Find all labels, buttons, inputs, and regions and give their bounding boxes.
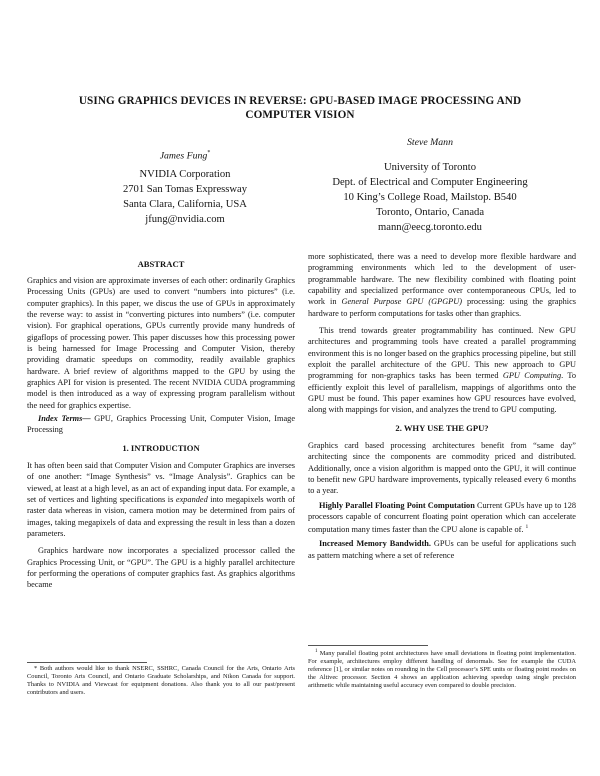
index-terms [27, 413, 295, 436]
footnote-rule-left [27, 662, 147, 663]
author-2-location: Toronto, Ontario, Canada [375, 207, 485, 218]
author-2-name: Steve Mann [407, 137, 453, 148]
author-block-2 [280, 136, 580, 235]
intro-p1-emphasis: expanded [175, 494, 208, 504]
abstract-heading: ABSTRACT [137, 259, 185, 269]
author-1-address: 2701 San Tomas Expressway [122, 184, 248, 196]
right-paragraph-2 [308, 325, 576, 416]
author-1-location: Santa Clara, California, USA [123, 199, 247, 211]
index-terms-label: Index Terms— [38, 414, 91, 424]
footnote-acknowledgement [27, 665, 295, 697]
author-2-affiliation: University of Toronto [383, 162, 477, 173]
right-p1-emphasis: General Purpose GPU (GPGPU) [341, 297, 463, 307]
why-gpu-heading: 2. WHY USE THE GPU? [395, 422, 489, 433]
footnote-1-mark: 1 [525, 524, 529, 531]
right-p1-text-a: more sophisticated, there was a need to develop more flexible hardware and programming environments which led to the development of user-programmable hardware. The new flexibility combined with floating point capability and specialized performance over contemporaneous CPUs, led to work in [308, 252, 576, 307]
intro-p1-text-a: It has often been said that Computer Vision and Computer Graphics are inverses of one another: “Image Synthesis” vs. “Image Analysis”. Graphics can be viewed, at least at a high level, as an act of expanding input data. For example, a set of vertices and lighting specifications is [27, 460, 295, 504]
parallel-fp-label: Highly Parallel Floating Point Computation [319, 500, 475, 510]
memory-bandwidth-label: Increased Memory Bandwidth. [319, 539, 431, 549]
footnote-acknowledgement-text: * Both authors would like to thank NSERC, SSHRC, Canada Council for the Arts, Ontario Arts Council, Toronto Arts Council, and Ontario Graduate Scholarships, and Nikon Canada for support. Thanks to NVIDIA and Viewcast for equipment donations. Also thank you to all our past/present contributors and users. [27, 665, 295, 696]
intro-p1-text-b: into megapixels worth of raster data whereas in vision, camera motion may be determined from pairs of images, taking megapixels of data and expressing the result in less than a dozen parameters. [27, 494, 295, 538]
introduction-heading: 1. INTRODUCTION [122, 442, 200, 453]
footnote-1-label: 1 [315, 649, 318, 654]
author-1-email: jfung@nvidia.com [145, 214, 225, 226]
right-p1-text-b: processing: using the graphics hardware to perform computations for tasks other than graphics. [308, 297, 576, 318]
right-column [308, 251, 576, 561]
author-1-affiliation: NVIDIA Corporation [139, 169, 231, 181]
intro-paragraph-1 [27, 460, 295, 539]
right-p2-text-a: This trend towards greater programmability has continued. New GPU architectures and programming tools have created a parallel programming environment this is no longer based on the graphics processing pipeline, but still exploit the parallel architecture of the GPU. This new approach to GPU programming for non-graphics tasks has been termed [308, 326, 576, 381]
parallel-fp-text: Current GPUs have up to 128 processors capable of concurrent floating point operation which can accelerate computation many times faster than the CPU alone is capable of. [308, 500, 576, 534]
author-1-name [85, 146, 285, 163]
footnote-rule-right [308, 645, 428, 646]
memory-bandwidth-paragraph [308, 538, 576, 561]
author-1-footnote-mark: * [207, 150, 211, 156]
abstract-paragraph: Graphics and vision are approximate inverses of each other: ordinarily Graphics Processing Units (GPUs) are used to convert “numbers into pictures” (i.e. computer graphics). In this paper, we discus the use of GPUs in approximately the reverse way: to assist in “converting pictures into numbers” (i.e. computer vision). For graphical operations, GPUs currently provide many hundreds of gigaflops of processing power. This paper discusses how this processing power is being harnessed for Image Processing and Computer Vision, thereby providing dramatic speedups on commodity, readily available graphics hardware. A brief review of algorithms mapped to the GPU by using the graphics API for vision is presented. The recent NVIDIA CUDA programming model is then introduced as a way of expressing program parallelism without the need for graphics expertise. [27, 276, 295, 410]
right-p2-text-b: . To efficiently exploit this level of parallelism, mappings of algorithms onto the GPU must be found. This paper examines how GPU resources have evolved, along with mappings for vision, and analyzes the trend to GPU computing. [308, 371, 576, 415]
memory-bandwidth-text: GPUs can be useful for applications such as pattern matching where a set of reference [308, 539, 576, 560]
right-p2-emphasis: GPU Computing [502, 371, 562, 381]
author-block-1 [85, 146, 285, 227]
footnote-1 [308, 648, 576, 690]
right-paragraph-1 [308, 251, 576, 319]
author-2-address: 10 King’s College Road, Mailstop. B540 [343, 192, 517, 203]
author-2-email: mann@eecg.toronto.edu [378, 222, 482, 233]
why-gpu-paragraph: Graphics card based processing architectures benefit from “same day” architecting since the components are commodity priced and distributed. Additionally, once a vision algorithm is mapped onto the GPU, it will continue to benefit new GPU hardware improvements, typically released every 6 months to a year. [308, 440, 576, 496]
intro-paragraph-2: Graphics hardware now incorporates a specialized processor called the Graphics Processing Unit, or “GPU”. The GPU is a highly parallel architecture for performing the operations of computer graphics fast. As graphics algorithms became [27, 546, 295, 590]
footnote-1-text: Many parallel floating point architectures have small deviations in floating point implementation. For example, architectures employ different handling of denormals. See for example the CUDA reference [1], or similar notes on rounding in the Cell processor’s SPE units or floating point modes on the Altivec processor. Section 4 shows an application achieving speedup using single precision arithmetic while maintaining useful accuracy even compared to double precision. [308, 650, 576, 689]
index-terms-text: GPU, Graphics Processing Unit, Computer Vision, Image Processing [27, 414, 296, 435]
author-1-name-text: James Fung [159, 150, 208, 162]
footnote-1-paragraph [308, 648, 576, 690]
left-column [27, 259, 295, 591]
paper-title: USING GRAPHICS DEVICES IN REVERSE: GPU-BASED IMAGE PROCESSING AND COMPUTER VISION [78, 95, 522, 121]
parallel-fp-paragraph [308, 500, 576, 536]
author-2-department: Dept. of Electrical and Computer Engineering [332, 177, 528, 188]
